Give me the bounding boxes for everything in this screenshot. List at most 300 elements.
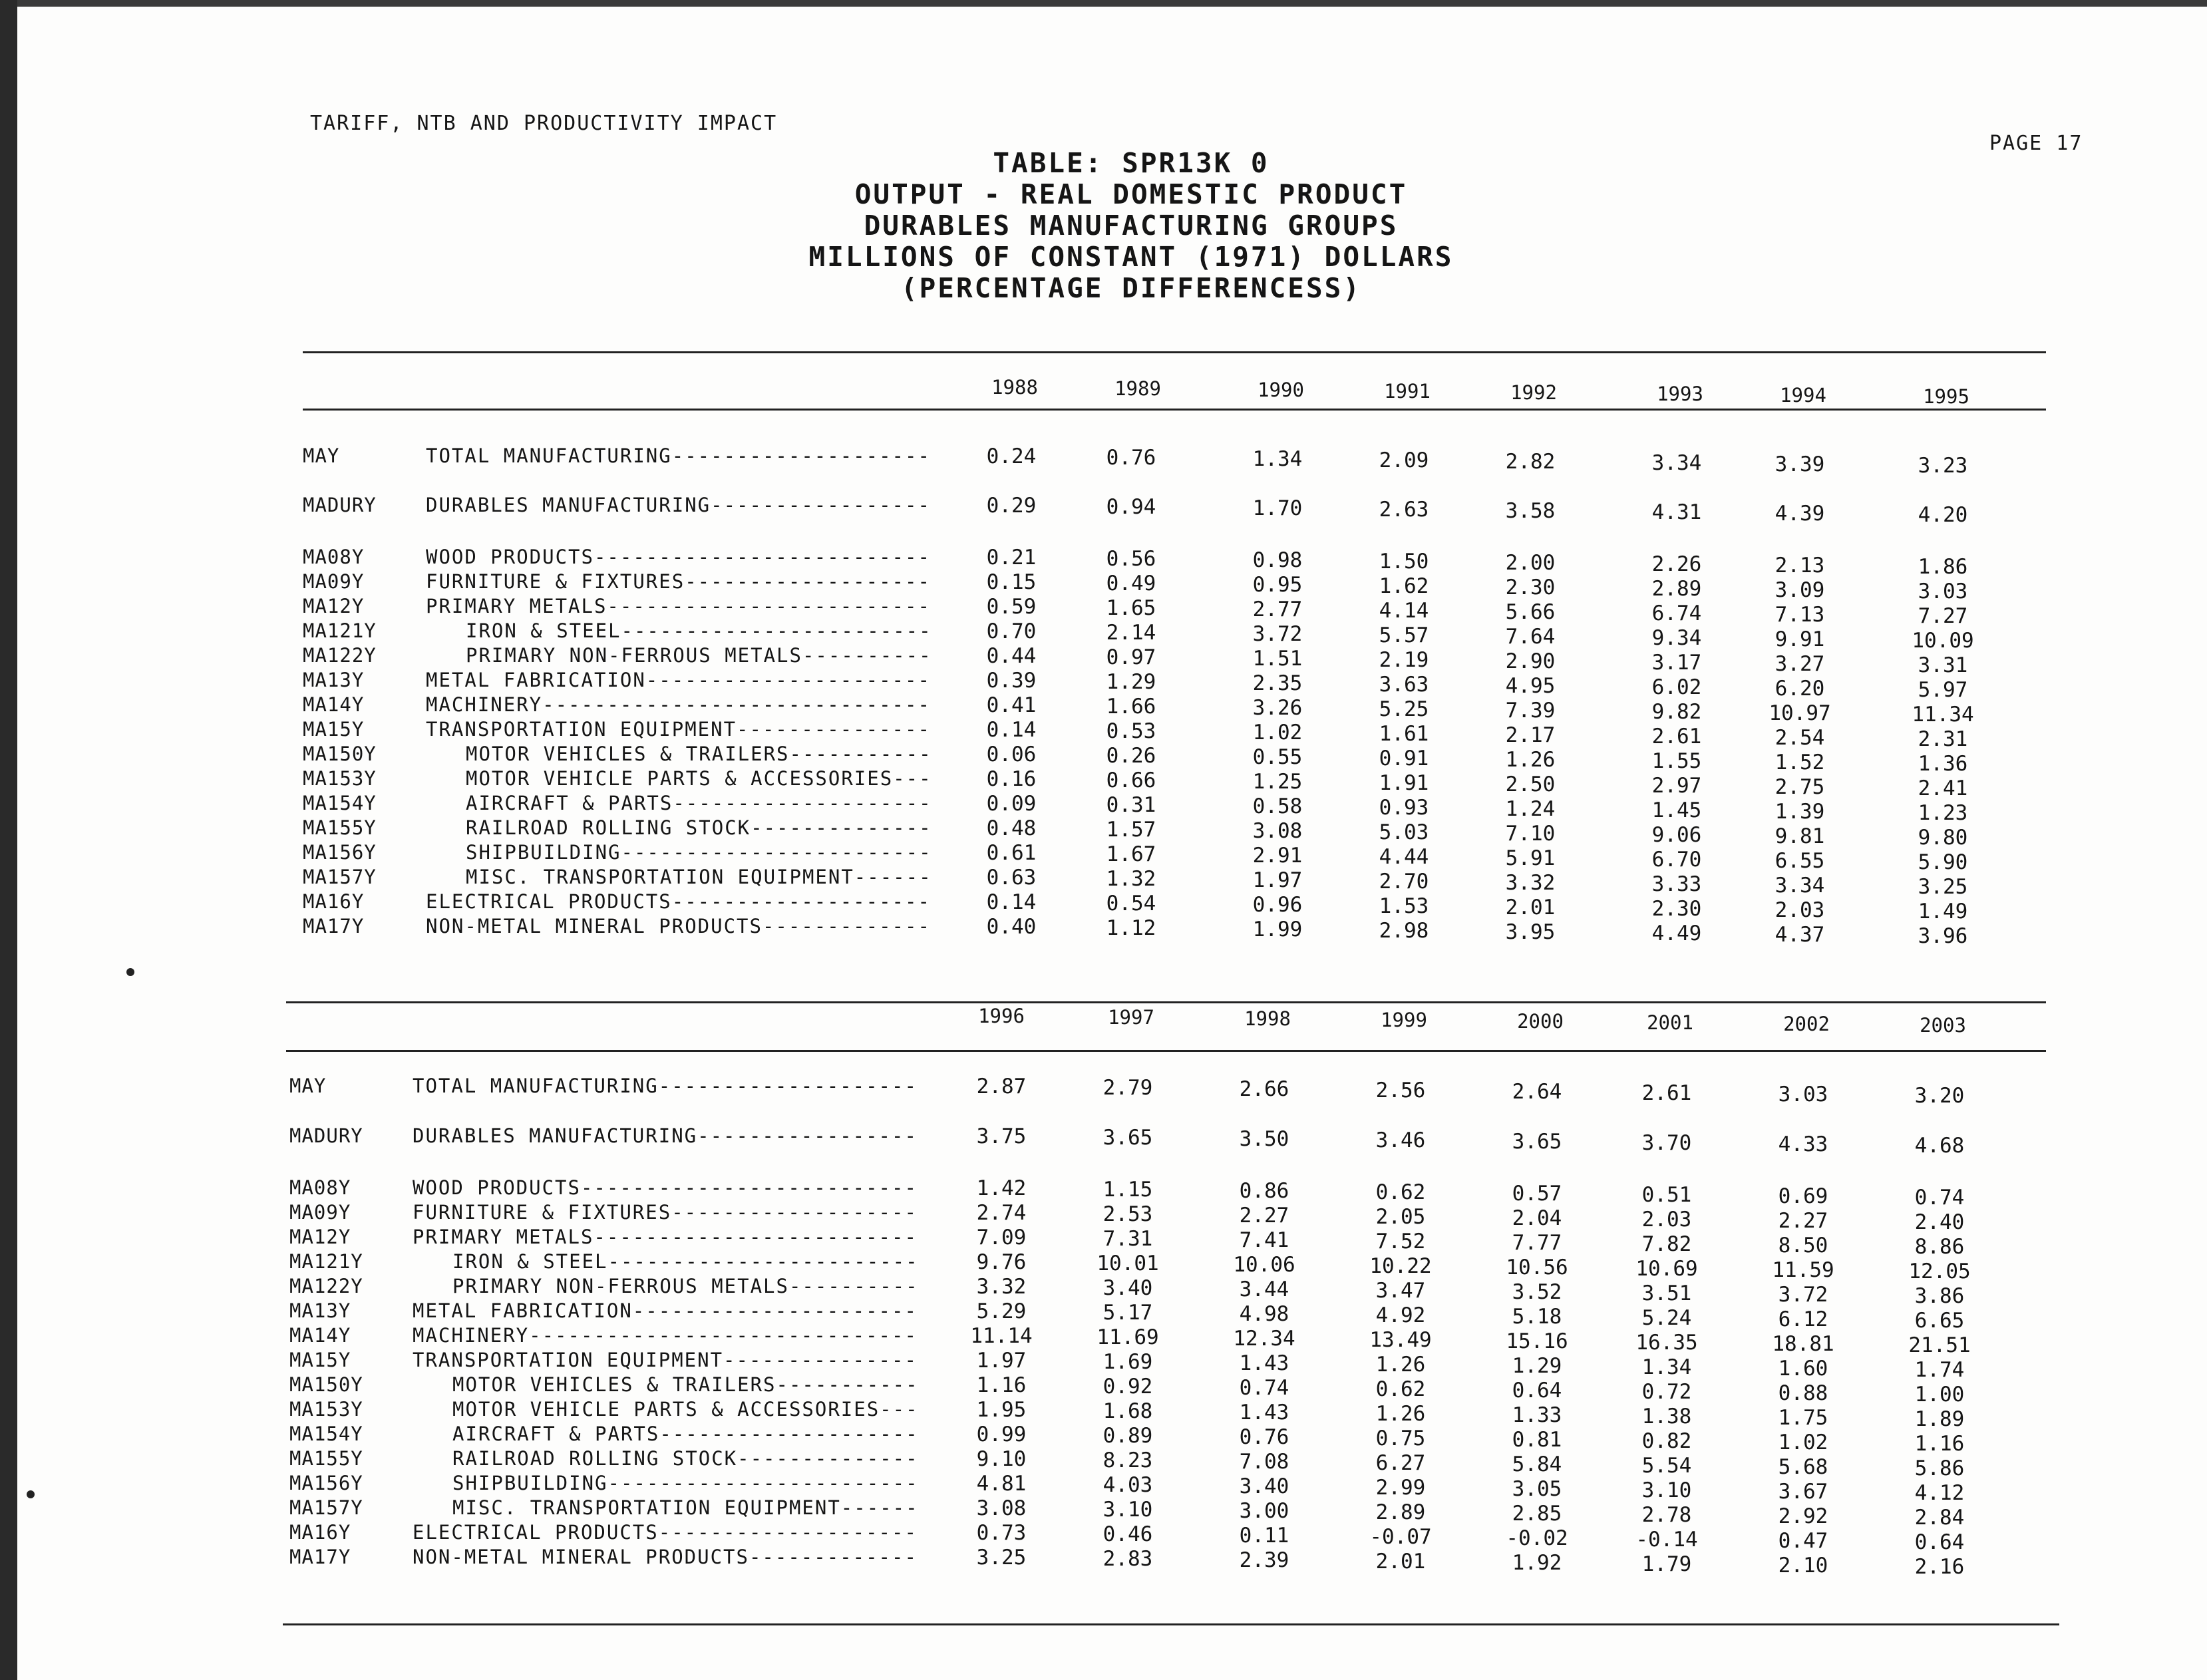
scan-top-edge: [0, 0, 2207, 7]
row-label: MOTOR VEHICLE PARTS & ACCESSORIES---: [452, 1398, 919, 1421]
table-cell: 5.17: [1103, 1301, 1153, 1325]
table-cell: 1.26: [1505, 748, 1556, 772]
table-cell: 2.66: [1239, 1077, 1289, 1101]
table-cell: 6.70: [1651, 848, 1702, 872]
table-cell: 3.95: [1505, 920, 1556, 944]
table-cell: 3.72: [1778, 1283, 1828, 1307]
table-cell: 3.05: [1512, 1477, 1562, 1501]
table-rule: [303, 351, 2046, 353]
table-cell: 2.87: [976, 1075, 1027, 1098]
table-rule: [286, 1001, 2046, 1003]
table-cell: 8.23: [1103, 1448, 1153, 1472]
row-label: WOOD PRODUCTS--------------------------: [426, 546, 931, 568]
table-cell: 4.20: [1918, 503, 1968, 527]
table-cell: 2.99: [1375, 1476, 1426, 1500]
table-cell: 3.51: [1641, 1281, 1692, 1305]
row-code: MA09Y: [289, 1201, 351, 1224]
table-cell: 5.91: [1505, 846, 1556, 870]
row-label: PRIMARY NON-FERROUS METALS----------: [466, 644, 932, 667]
year-header: 1995: [1923, 385, 1969, 408]
table-cell: 0.14: [986, 890, 1037, 914]
year-header: 1999: [1381, 1009, 1427, 1031]
year-header: 1988: [991, 376, 1038, 399]
table-cell: 0.95: [1252, 573, 1303, 597]
scan-speck: [27, 1490, 35, 1498]
table-cell: 0.88: [1778, 1381, 1828, 1405]
table-cell: 2.01: [1375, 1550, 1426, 1574]
row-code: MA153Y: [303, 767, 377, 790]
title-line: MILLIONS OF CONSTANT (1971) DOLLARS: [808, 241, 1454, 273]
table-cell: 1.34: [1252, 447, 1303, 471]
table-cell: 0.64: [1512, 1379, 1562, 1403]
table-cell: 1.24: [1505, 797, 1556, 821]
table-cell: 3.34: [1775, 874, 1825, 898]
table-cell: 3.33: [1651, 872, 1702, 896]
row-label: NON-METAL MINERAL PRODUCTS-------------: [426, 915, 931, 937]
table-cell: 3.03: [1778, 1083, 1828, 1106]
table-cell: 0.70: [986, 619, 1037, 643]
table-cell: 1.52: [1775, 751, 1825, 774]
table-cell: 10.09: [1912, 629, 1974, 653]
row-code: MAY: [303, 444, 340, 467]
table-cell: 1.65: [1106, 596, 1156, 620]
table-cell: 4.68: [1914, 1134, 1965, 1158]
table-cell: 2.82: [1505, 450, 1556, 474]
year-header: 1989: [1114, 377, 1161, 400]
table-cell: 7.08: [1239, 1450, 1289, 1474]
table-cell: -0.07: [1369, 1525, 1432, 1549]
table-cell: 4.39: [1775, 502, 1825, 526]
table-cell: 0.74: [1239, 1376, 1289, 1400]
table-cell: 9.91: [1775, 627, 1825, 651]
table-cell: 2.61: [1651, 725, 1702, 749]
table-cell: 0.76: [1106, 446, 1156, 470]
year-header: 1996: [978, 1005, 1025, 1027]
table-cell: 1.39: [1775, 800, 1825, 824]
table-cell: 2.14: [1106, 621, 1156, 645]
table-cell: 4.92: [1375, 1303, 1426, 1327]
row-code: MA155Y: [289, 1447, 363, 1470]
table-cell: 1.51: [1252, 647, 1303, 671]
table-cell: 1.36: [1918, 752, 1968, 776]
table-cell: 0.55: [1252, 745, 1303, 769]
table-cell: 0.26: [1106, 744, 1156, 768]
table-cell: 3.17: [1651, 651, 1702, 675]
table-cell: 6.02: [1651, 675, 1702, 699]
table-cell: 2.00: [1505, 551, 1556, 575]
table-cell: 1.16: [976, 1373, 1027, 1397]
table-cell: 1.42: [976, 1176, 1027, 1200]
table-cell: 2.17: [1505, 723, 1556, 747]
row-label: RAILROAD ROLLING STOCK--------------: [452, 1447, 919, 1470]
table-cell: 1.95: [976, 1398, 1027, 1422]
row-label: RAILROAD ROLLING STOCK--------------: [466, 816, 932, 839]
table-cell: 2.30: [1651, 897, 1702, 921]
table-cell: 2.64: [1512, 1080, 1562, 1104]
table-cell: 5.97: [1918, 678, 1968, 702]
table-cell: 0.16: [986, 767, 1037, 791]
table-cell: 5.25: [1379, 697, 1429, 721]
table-cell: 0.69: [1778, 1184, 1828, 1208]
table-rule: [303, 409, 2046, 411]
table-cell: 2.92: [1778, 1504, 1828, 1528]
year-header: 2003: [1920, 1014, 1966, 1037]
row-label: DURABLES MANUFACTURING-----------------: [413, 1124, 918, 1147]
row-label: AIRCRAFT & PARTS--------------------: [466, 792, 932, 814]
table-cell: 2.98: [1379, 919, 1429, 943]
table-cell: 3.75: [976, 1124, 1027, 1148]
table-cell: 3.23: [1918, 454, 1968, 478]
table-cell: 0.66: [1106, 768, 1156, 792]
row-label: METAL FABRICATION----------------------: [426, 669, 931, 691]
table-cell: 1.49: [1918, 900, 1968, 924]
row-code: MA16Y: [303, 890, 365, 913]
row-code: MA155Y: [303, 816, 377, 839]
table-cell: 5.57: [1379, 623, 1429, 647]
row-code: MA153Y: [289, 1398, 363, 1421]
row-code: MADURY: [289, 1124, 363, 1147]
table-cell: 3.52: [1512, 1280, 1562, 1304]
table-cell: 5.84: [1512, 1452, 1562, 1476]
table-cell: 1.33: [1512, 1403, 1562, 1427]
table-cell: 0.86: [1239, 1179, 1289, 1203]
row-code: MA154Y: [303, 792, 377, 814]
table-cell: 2.50: [1505, 772, 1556, 796]
table-cell: 3.96: [1918, 924, 1968, 948]
table-cell: 5.03: [1379, 820, 1429, 844]
table-cell: 1.99: [1252, 918, 1303, 941]
row-label: MACHINERY------------------------------: [413, 1324, 918, 1347]
table-cell: 3.09: [1775, 578, 1825, 602]
row-code: MA13Y: [303, 669, 365, 691]
table-cell: 0.74: [1914, 1186, 1965, 1210]
table-cell: 13.49: [1369, 1328, 1432, 1352]
table-cell: 0.61: [986, 841, 1037, 865]
row-label: FURNITURE & FIXTURES-------------------: [426, 570, 931, 593]
table-cell: 0.11: [1239, 1524, 1289, 1548]
row-label: AIRCRAFT & PARTS--------------------: [452, 1423, 919, 1445]
table-cell: 3.20: [1914, 1084, 1965, 1108]
table-cell: 2.35: [1252, 671, 1303, 695]
title-line: (PERCENTAGE DIFFERENCESS): [900, 272, 1362, 304]
row-label: TRANSPORTATION EQUIPMENT---------------: [426, 718, 931, 741]
table-cell: 0.73: [976, 1521, 1027, 1545]
table-cell: 0.89: [1103, 1424, 1153, 1448]
table-cell: 1.62: [1379, 574, 1429, 598]
table-cell: 1.43: [1239, 1351, 1289, 1375]
table-cell: 3.25: [1918, 875, 1968, 899]
row-code: MA15Y: [289, 1349, 351, 1371]
table-cell: 3.86: [1914, 1284, 1965, 1308]
table-cell: 2.03: [1775, 898, 1825, 922]
table-cell: 5.86: [1914, 1456, 1965, 1480]
row-code: MA121Y: [289, 1250, 363, 1273]
table-cell: 11.14: [970, 1324, 1033, 1348]
table-cell: 2.40: [1914, 1210, 1965, 1234]
row-code: MA150Y: [289, 1373, 363, 1396]
table-rule: [286, 1050, 2046, 1052]
table-cell: 2.53: [1103, 1202, 1153, 1226]
table-cell: 1.45: [1651, 798, 1702, 822]
scan-left-edge: [0, 0, 17, 1680]
table-cell: 8.86: [1914, 1235, 1965, 1259]
table-cell: 11.34: [1912, 703, 1974, 727]
table-cell: 3.40: [1239, 1474, 1289, 1498]
table-cell: 2.41: [1918, 776, 1968, 800]
table-cell: 9.34: [1651, 626, 1702, 650]
table-cell: 2.84: [1914, 1506, 1965, 1530]
table-cell: 6.20: [1775, 677, 1825, 701]
table-cell: 2.30: [1505, 576, 1556, 599]
table-cell: 2.27: [1778, 1209, 1828, 1233]
table-cell: 2.03: [1641, 1208, 1692, 1232]
table-cell: 2.54: [1775, 726, 1825, 750]
table-cell: 2.83: [1103, 1547, 1153, 1571]
row-label: PRIMARY METALS-------------------------: [413, 1226, 918, 1248]
row-code: MA17Y: [303, 915, 365, 937]
year-header: 1990: [1258, 379, 1304, 401]
table-cell: 2.78: [1641, 1503, 1692, 1527]
table-cell: 3.72: [1252, 622, 1303, 646]
row-label: ELECTRICAL PRODUCTS--------------------: [426, 890, 931, 913]
page-number: PAGE 17: [1989, 132, 2083, 155]
table-cell: 0.58: [1252, 794, 1303, 818]
table-cell: 3.08: [976, 1496, 1027, 1520]
table-cell: 2.90: [1505, 649, 1556, 673]
table-cell: 5.24: [1641, 1306, 1692, 1330]
table-cell: 1.26: [1375, 1402, 1426, 1426]
table-cell: 3.39: [1775, 452, 1825, 476]
scan-speck: [126, 968, 134, 976]
table-cell: 18.81: [1772, 1332, 1834, 1356]
table-cell: 1.00: [1914, 1383, 1965, 1407]
table-cell: 1.26: [1375, 1353, 1426, 1377]
row-code: MAY: [289, 1075, 327, 1097]
table-cell: 0.40: [986, 915, 1037, 939]
table-cell: 2.04: [1512, 1206, 1562, 1230]
table-cell: 5.54: [1641, 1454, 1692, 1478]
table-cell: 7.64: [1505, 625, 1556, 649]
table-cell: 3.34: [1651, 451, 1702, 475]
row-code: MA121Y: [303, 619, 377, 642]
row-label: PRIMARY METALS-------------------------: [426, 595, 931, 617]
table-cell: 1.60: [1778, 1357, 1828, 1381]
table-cell: 3.03: [1918, 580, 1968, 603]
table-cell: 0.62: [1375, 1377, 1426, 1401]
table-cell: 15.16: [1506, 1329, 1568, 1353]
table-cell: 1.97: [1252, 868, 1303, 892]
table-cell: 6.65: [1914, 1309, 1965, 1333]
row-label: METAL FABRICATION----------------------: [413, 1299, 918, 1322]
table-cell: 0.91: [1379, 747, 1429, 770]
table-cell: 3.65: [1512, 1130, 1562, 1154]
row-label: SHIPBUILDING------------------------: [466, 841, 932, 864]
table-cell: 0.41: [986, 693, 1037, 717]
table-cell: 10.69: [1635, 1257, 1698, 1281]
table-cell: 3.00: [1239, 1499, 1289, 1523]
table-cell: 1.02: [1778, 1430, 1828, 1454]
table-cell: 0.99: [976, 1423, 1027, 1446]
row-code: MA157Y: [303, 866, 377, 888]
row-code: MA09Y: [303, 570, 365, 593]
row-code: MA08Y: [289, 1176, 351, 1199]
table-cell: 2.27: [1239, 1204, 1289, 1228]
table-cell: 0.64: [1914, 1530, 1965, 1554]
table-cell: 3.67: [1778, 1480, 1828, 1504]
table-cell: 3.27: [1775, 652, 1825, 676]
table-cell: 0.53: [1106, 719, 1156, 743]
table-cell: 0.82: [1641, 1429, 1692, 1453]
row-code: MA157Y: [289, 1496, 363, 1519]
table-cell: 4.95: [1505, 674, 1556, 698]
table-cell: 1.12: [1106, 916, 1156, 940]
table-cell: 0.09: [986, 792, 1037, 816]
table-cell: 0.54: [1106, 892, 1156, 916]
table-cell: 2.85: [1512, 1502, 1562, 1526]
table-cell: 1.32: [1106, 867, 1156, 891]
table-cell: 2.01: [1505, 896, 1556, 920]
table-cell: 5.18: [1512, 1305, 1562, 1329]
year-header: 2002: [1783, 1013, 1830, 1035]
row-code: MA156Y: [289, 1472, 363, 1494]
table-cell: 2.61: [1641, 1081, 1692, 1105]
row-code: MA14Y: [303, 693, 365, 716]
table-cell: 0.92: [1103, 1375, 1153, 1399]
row-label: SHIPBUILDING------------------------: [452, 1472, 919, 1494]
row-label: IRON & STEEL------------------------: [452, 1250, 919, 1273]
table-cell: 12.34: [1233, 1327, 1295, 1351]
table-cell: 1.16: [1914, 1432, 1965, 1456]
row-label: NON-METAL MINERAL PRODUCTS-------------: [413, 1546, 918, 1568]
table-cell: 3.32: [1505, 871, 1556, 895]
table-cell: 0.62: [1375, 1180, 1426, 1204]
table-cell: 0.98: [1252, 548, 1303, 572]
table-cell: 2.56: [1375, 1079, 1426, 1102]
table-cell: 1.43: [1239, 1401, 1289, 1425]
table-cell: 2.89: [1651, 577, 1702, 601]
table-cell: 2.13: [1775, 554, 1825, 578]
table-cell: -0.14: [1635, 1528, 1698, 1552]
table-cell: 0.06: [986, 743, 1037, 766]
row-code: MA14Y: [289, 1324, 351, 1347]
table-cell: 7.10: [1505, 822, 1556, 846]
table-cell: 1.86: [1918, 555, 1968, 579]
table-cell: 4.98: [1239, 1302, 1289, 1326]
table-cell: 10.97: [1769, 701, 1831, 725]
table-cell: 6.12: [1778, 1307, 1828, 1331]
year-header: 1994: [1780, 384, 1826, 407]
table-cell: 5.29: [976, 1299, 1027, 1323]
table-cell: 1.53: [1379, 894, 1429, 918]
table-cell: 0.44: [986, 644, 1037, 668]
table-cell: 0.72: [1641, 1380, 1692, 1404]
table-cell: 6.55: [1775, 849, 1825, 873]
table-cell: 4.44: [1379, 845, 1429, 869]
table-cell: 3.25: [976, 1546, 1027, 1570]
table-cell: -0.02: [1506, 1526, 1568, 1550]
title-line: OUTPUT - REAL DOMESTIC PRODUCT: [854, 178, 1408, 210]
row-label: MACHINERY------------------------------: [426, 693, 931, 716]
table-cell: 7.39: [1505, 699, 1556, 723]
table-cell: 4.33: [1778, 1132, 1828, 1156]
row-code: MA12Y: [303, 595, 365, 617]
table-cell: 3.08: [1252, 819, 1303, 843]
table-cell: 4.03: [1103, 1473, 1153, 1497]
row-code: MA122Y: [289, 1275, 363, 1297]
table-cell: 21.51: [1908, 1333, 1971, 1357]
table-cell: 1.97: [976, 1349, 1027, 1373]
year-header: 1993: [1657, 383, 1703, 405]
table-cell: 11.59: [1772, 1258, 1834, 1282]
row-code: MA15Y: [303, 718, 365, 741]
table-cell: 2.19: [1379, 648, 1429, 672]
row-label: MOTOR VEHICLES & TRAILERS-----------: [466, 743, 932, 765]
table-cell: 0.15: [986, 570, 1037, 594]
table-cell: 3.44: [1239, 1277, 1289, 1301]
row-label: ELECTRICAL PRODUCTS--------------------: [413, 1521, 918, 1544]
year-header: 2000: [1517, 1010, 1564, 1033]
table-cell: 5.68: [1778, 1455, 1828, 1479]
table-cell: 0.76: [1239, 1425, 1289, 1449]
table-cell: 0.49: [1106, 572, 1156, 595]
table-cell: 9.10: [976, 1447, 1027, 1471]
row-code: MA156Y: [303, 841, 377, 864]
table-cell: 1.25: [1252, 770, 1303, 794]
table-cell: 3.32: [976, 1275, 1027, 1299]
table-cell: 0.81: [1512, 1428, 1562, 1452]
table-cell: 1.91: [1379, 771, 1429, 795]
table-cell: 0.59: [986, 595, 1037, 619]
table-cell: 3.63: [1379, 673, 1429, 697]
table-cell: 1.68: [1103, 1399, 1153, 1423]
table-cell: 10.56: [1506, 1256, 1568, 1279]
table-cell: 0.93: [1379, 796, 1429, 820]
table-cell: 0.63: [986, 866, 1037, 890]
table-cell: 0.96: [1252, 893, 1303, 917]
row-label: TOTAL MANUFACTURING--------------------: [413, 1075, 918, 1097]
table-cell: 3.47: [1375, 1279, 1426, 1303]
table-cell: 2.10: [1778, 1554, 1828, 1578]
table-cell: 3.65: [1103, 1126, 1153, 1150]
table-cell: 1.74: [1914, 1358, 1965, 1382]
table-cell: 0.24: [986, 444, 1037, 468]
table-cell: 2.05: [1375, 1205, 1426, 1229]
row-label: IRON & STEEL------------------------: [466, 619, 932, 642]
table-cell: 16.35: [1635, 1331, 1698, 1355]
report-header: TARIFF, NTB AND PRODUCTIVITY IMPACT: [310, 112, 778, 135]
table-cell: 0.94: [1106, 495, 1156, 519]
row-label: MISC. TRANSPORTATION EQUIPMENT------: [452, 1496, 919, 1519]
table-cell: 7.27: [1918, 604, 1968, 628]
row-label: TOTAL MANUFACTURING--------------------: [426, 444, 931, 467]
table-cell: 3.40: [1103, 1276, 1153, 1300]
table-cell: 1.92: [1512, 1551, 1562, 1575]
table-cell: 12.05: [1908, 1260, 1971, 1283]
table-cell: 2.97: [1651, 774, 1702, 798]
table-cell: 1.75: [1778, 1406, 1828, 1430]
table-cell: 0.14: [986, 718, 1037, 742]
table-cell: 2.79: [1103, 1076, 1153, 1100]
table-cell: 9.76: [976, 1250, 1027, 1274]
table-cell: 1.55: [1651, 749, 1702, 773]
row-code: MA12Y: [289, 1226, 351, 1248]
table-cell: 7.41: [1239, 1228, 1289, 1252]
row-code: MA13Y: [289, 1299, 351, 1322]
table-cell: 3.31: [1918, 653, 1968, 677]
table-cell: 9.81: [1775, 824, 1825, 848]
table-cell: 7.52: [1375, 1230, 1426, 1254]
table-cell: 2.77: [1252, 597, 1303, 621]
